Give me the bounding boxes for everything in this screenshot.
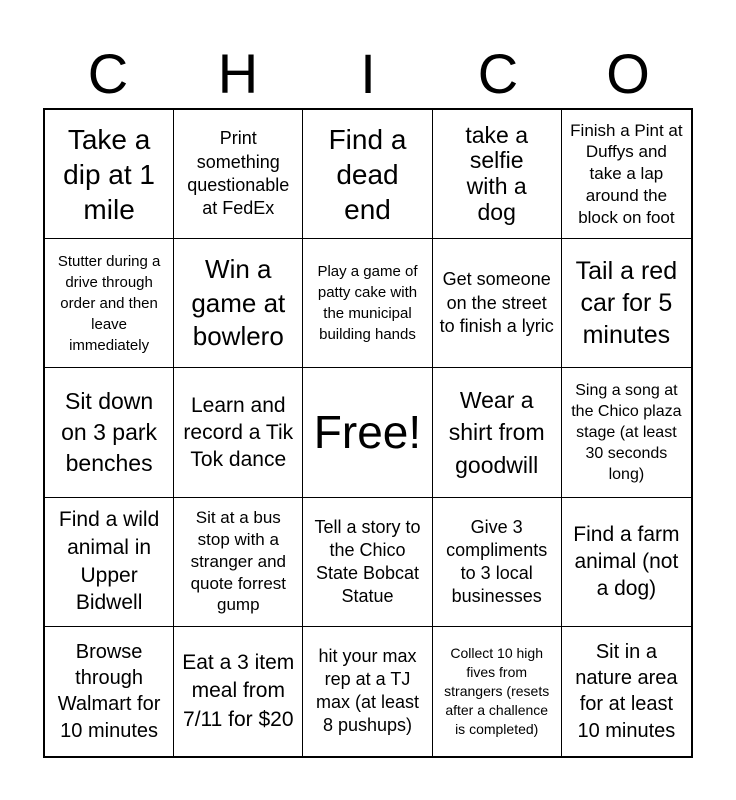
cell-text: Sit at a bus stop with a stranger and quote forrest gump	[190, 508, 287, 615]
header-letter-o: O	[606, 42, 650, 105]
cell-text: Find a wild animal in Upper Bidwell	[58, 508, 160, 615]
bingo-cell-r3c4[interactable]	[433, 368, 562, 497]
bingo-cell-r4c5[interactable]	[562, 498, 691, 627]
free-space: Free!	[313, 406, 422, 459]
cell-text: Wear a shirt from goodwill	[448, 387, 545, 478]
bingo-cell-r3c2[interactable]	[174, 368, 303, 497]
bingo-cell-r4c1[interactable]	[45, 498, 174, 627]
bingo-cell-r1c1[interactable]	[45, 110, 174, 239]
cell-text: Tell a story to the Chico State Bobcat Statue	[314, 516, 421, 606]
cell-text: Win a game at bowlero	[191, 254, 286, 351]
bingo-cell-r5c3[interactable]	[303, 627, 432, 756]
bingo-cell-r3c5[interactable]	[562, 368, 691, 497]
bingo-cell-r4c2[interactable]	[174, 498, 303, 627]
bingo-cell-r2c5[interactable]	[562, 239, 691, 368]
bingo-cell-r4c3[interactable]	[303, 498, 432, 627]
cell-text: Find a farm animal (not a dog)	[573, 522, 680, 601]
cell-text: take a selfie with a dog	[465, 121, 529, 225]
cell-text: Learn and record a Tik Tok dance	[183, 393, 294, 472]
cell-text: Print something questionable at FedEx	[187, 128, 290, 219]
header-letter-h: H	[217, 42, 259, 105]
bingo-cell-r2c3[interactable]	[303, 239, 432, 368]
cell-text: Give 3 compliments to 3 local businesses	[446, 516, 548, 606]
bingo-cell-r2c4[interactable]	[433, 239, 562, 368]
cell-text: Get someone on the street to finish a lyric	[439, 269, 554, 336]
bingo-cell-r1c3[interactable]	[303, 110, 432, 239]
cell-text: Finish a Pint at Duffys and take a lap around the block on foot	[570, 120, 683, 227]
bingo-cell-r3c3-free[interactable]	[303, 368, 432, 497]
bingo-cell-r5c2[interactable]	[174, 627, 303, 756]
bingo-cell-r5c4[interactable]	[433, 627, 562, 756]
cell-text: Stutter during a drive through order and then leave immediately	[57, 252, 161, 354]
cell-text: Eat a 3 item meal from 7/11 for $20	[182, 650, 295, 731]
header-letter-c2: C	[477, 42, 519, 105]
cell-text: Play a game of patty cake with the municipal building hands	[317, 263, 418, 344]
bingo-cell-r5c1[interactable]	[45, 627, 174, 756]
header-letter-c1: C	[87, 42, 129, 105]
cell-text: Find a dead end	[328, 123, 407, 225]
cell-text: Collect 10 high fives from strangers (resets after a challence is completed)	[444, 645, 550, 737]
cell-text: Tail a red car for 5 minutes	[575, 257, 678, 350]
bingo-header	[43, 40, 693, 108]
cell-text: hit your max rep at a TJ max (at least 8 pushups)	[315, 646, 420, 736]
bingo-cell-r2c1[interactable]	[45, 239, 174, 368]
cell-text: Sit down on 3 park benches	[61, 387, 158, 477]
cell-text: Browse through Walmart for 10 minutes	[57, 640, 161, 742]
bingo-cell-r1c4[interactable]	[433, 110, 562, 239]
bingo-cell-r2c2[interactable]	[174, 239, 303, 368]
bingo-cell-r5c5[interactable]	[562, 627, 691, 756]
bingo-cell-r1c2[interactable]	[174, 110, 303, 239]
header-letter-i: I	[360, 42, 376, 105]
bingo-board	[43, 108, 693, 758]
cell-text: Take a dip at 1 mile	[63, 123, 156, 225]
cell-text: Sit in a nature area for at least 10 minutes	[575, 640, 678, 742]
bingo-cell-r3c1[interactable]	[45, 368, 174, 497]
bingo-cell-r4c4[interactable]	[433, 498, 562, 627]
cell-text: Sing a song at the Chico plaza stage (at least 30 seconds long)	[571, 381, 682, 484]
bingo-cell-r1c5[interactable]	[562, 110, 691, 239]
